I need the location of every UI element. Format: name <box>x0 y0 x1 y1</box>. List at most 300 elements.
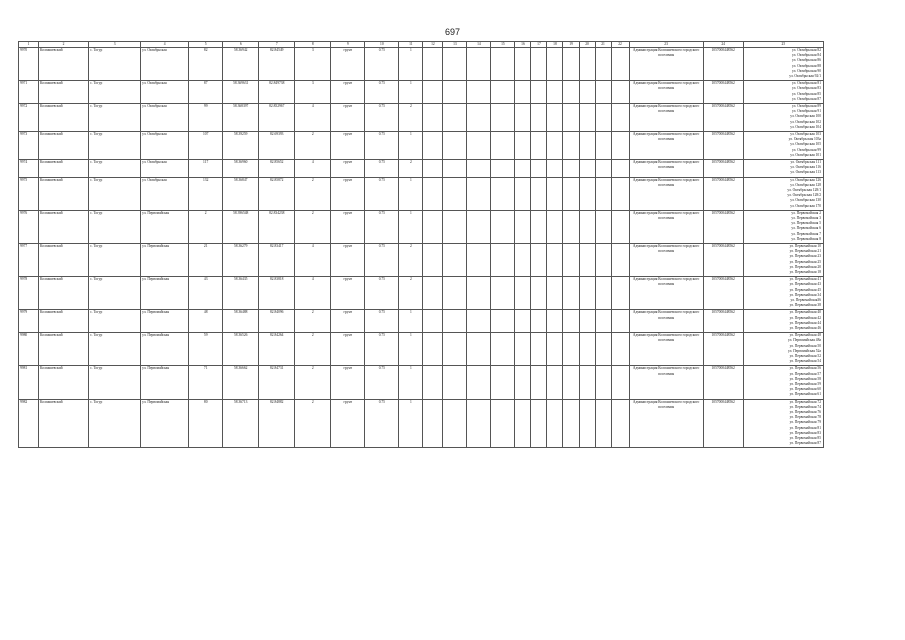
cell-owner: Администрация Колпашевского городского поселения <box>629 131 703 159</box>
table-row <box>19 177 824 210</box>
cell-containers: 2 <box>295 399 331 448</box>
table-row <box>19 310 824 333</box>
cell-district: Колпашевский <box>39 210 89 243</box>
cell-surface: грунт <box>331 243 365 276</box>
column-header: 22 <box>611 42 629 48</box>
address-line: ул. Октябрьская 113 <box>790 170 821 175</box>
cell-empty <box>579 243 595 276</box>
cell-count: 1 <box>399 177 423 210</box>
address-line: ул. Октябрьская 81 <box>792 81 821 86</box>
cell-empty <box>595 48 611 81</box>
address-line: ул. Октябрьская 103а <box>788 137 821 142</box>
cell-empty <box>515 277 531 310</box>
cell-empty <box>491 177 515 210</box>
address-line: ул. Первомайская 38 <box>789 303 821 308</box>
cell-containers: 2 <box>295 131 331 159</box>
cell-volume: 0.75 <box>365 48 399 81</box>
table-row <box>19 243 824 276</box>
cell-house: 82 <box>189 48 223 81</box>
cell-addresses <box>743 177 823 210</box>
cell-volume: 0.75 <box>365 210 399 243</box>
cell-volume: 0.75 <box>365 399 399 448</box>
cell-containers: 4 <box>295 243 331 276</box>
address-line: ул. Первомайская 40 <box>789 310 821 315</box>
cell-empty <box>547 103 563 131</box>
cell-addresses <box>743 310 823 333</box>
cell-addresses <box>743 333 823 366</box>
address-line: ул. Октябрьская 128/1 <box>787 187 821 192</box>
table-body <box>19 48 824 448</box>
cell-empty <box>547 243 563 276</box>
address-line: ул. Первомайская 44 <box>789 320 821 325</box>
column-header: 19 <box>563 42 579 48</box>
cell-num: 9977 <box>19 243 39 276</box>
column-header: 12 <box>423 42 443 48</box>
cell-surface: грунт <box>331 177 365 210</box>
cell-empty <box>611 399 629 448</box>
cell-empty <box>443 131 467 159</box>
cell-empty <box>467 310 491 333</box>
cell-street: ул. Первомайская <box>141 243 189 276</box>
cell-empty <box>547 210 563 243</box>
cell-ogrn: 1057000448562 <box>703 131 743 159</box>
cell-empty <box>547 277 563 310</box>
cell-locality: с. Тогур <box>89 48 141 81</box>
cell-locality: с. Тогур <box>89 81 141 104</box>
cell-count: 2 <box>399 277 423 310</box>
column-header: 10 <box>365 42 399 48</box>
cell-empty <box>423 310 443 333</box>
cell-street: ул. Первомайская <box>141 399 189 448</box>
cell-empty <box>515 81 531 104</box>
cell-containers: 4 <box>295 277 331 310</box>
cell-count: 2 <box>399 159 423 177</box>
cell-street: ул. Первомайская <box>141 210 189 243</box>
cell-empty <box>563 159 579 177</box>
column-header: 18 <box>547 42 563 48</box>
cell-count: 1 <box>399 366 423 399</box>
address-line: ул. Октябрьская 99 <box>792 147 821 152</box>
registry-table <box>18 41 824 448</box>
cell-ogrn: 1057000448562 <box>703 277 743 310</box>
cell-volume: 0.75 <box>365 333 399 366</box>
cell-owner: Администрация Колпашевского городского поселения <box>629 103 703 131</box>
column-header: 2 <box>39 42 89 48</box>
cell-house: 80 <box>189 399 223 448</box>
cell-empty <box>611 103 629 131</box>
cell-locality: с. Тогур <box>89 399 141 448</box>
cell-ogrn: 1057000448562 <box>703 103 743 131</box>
cell-empty <box>491 333 515 366</box>
cell-lon: 82.85872 <box>259 177 295 210</box>
cell-surface: грунт <box>331 210 365 243</box>
address-line: ул. Октябрьская 87 <box>792 96 821 101</box>
cell-containers: 2 <box>295 366 331 399</box>
cell-empty <box>515 48 531 81</box>
cell-empty <box>467 159 491 177</box>
cell-volume: 0.75 <box>365 103 399 131</box>
address-line: ул. Первомайская 78 <box>789 415 821 420</box>
cell-empty <box>595 310 611 333</box>
cell-surface: грунт <box>331 277 365 310</box>
table-row <box>19 159 824 177</box>
cell-empty <box>595 81 611 104</box>
cell-lon: 82.852967 <box>259 103 295 131</box>
address-line: ул. Первомайская 6 <box>791 226 821 231</box>
cell-count: 1 <box>399 310 423 333</box>
cell-empty <box>515 177 531 210</box>
cell-empty <box>491 366 515 399</box>
cell-empty <box>467 366 491 399</box>
cell-lat: 58.368397 <box>223 103 259 131</box>
cell-empty <box>491 210 515 243</box>
cell-addresses <box>743 243 823 276</box>
cell-empty <box>423 81 443 104</box>
address-line: ул. Первомайская 18 <box>789 269 821 274</box>
address-line: ул. Первомайская 7 <box>791 231 821 236</box>
table-row <box>19 131 824 159</box>
cell-ogrn: 1057000448562 <box>703 81 743 104</box>
cell-empty <box>515 399 531 448</box>
column-header: 11 <box>399 42 423 48</box>
cell-lat: 58.36435 <box>223 277 259 310</box>
table-row <box>19 103 824 131</box>
cell-surface: грунт <box>331 333 365 366</box>
cell-empty <box>443 333 467 366</box>
cell-empty <box>467 103 491 131</box>
cell-empty <box>423 210 443 243</box>
cell-empty <box>423 243 443 276</box>
cell-containers: 2 <box>295 177 331 210</box>
table-row <box>19 48 824 81</box>
cell-street: ул. Октябрьская <box>141 48 189 81</box>
cell-volume: 0.75 <box>365 277 399 310</box>
column-header: 6 <box>223 42 259 48</box>
cell-district: Колпашевский <box>39 399 89 448</box>
cell-owner: Администрация Колпашевского городского поселения <box>629 159 703 177</box>
cell-empty <box>595 333 611 366</box>
cell-house: 43 <box>189 277 223 310</box>
address-line: ул. Первомайская 76 <box>789 409 821 414</box>
cell-owner: Администрация Колпашевского городского поселения <box>629 277 703 310</box>
cell-empty <box>515 333 531 366</box>
cell-locality: с. Тогур <box>89 310 141 333</box>
address-line: ул. Октябрьская 102 <box>790 119 821 124</box>
cell-street: ул. Октябрьская <box>141 103 189 131</box>
cell-empty <box>579 177 595 210</box>
cell-empty <box>491 103 515 131</box>
cell-empty <box>579 210 595 243</box>
cell-empty <box>547 177 563 210</box>
table-row <box>19 366 824 399</box>
cell-empty <box>563 277 579 310</box>
address-line: ул. Первомайская 45 <box>789 287 821 292</box>
address-line: ул. Первомайская 23 <box>789 254 821 259</box>
cell-district: Колпашевский <box>39 81 89 104</box>
cell-lon: 82.83818 <box>259 277 295 310</box>
cell-num: 9974 <box>19 159 39 177</box>
cell-empty <box>595 210 611 243</box>
cell-empty <box>611 131 629 159</box>
cell-locality: с. Тогур <box>89 131 141 159</box>
cell-street: ул. Октябрьская <box>141 177 189 210</box>
cell-empty <box>531 103 547 131</box>
cell-owner: Администрация Колпашевского городского поселения <box>629 333 703 366</box>
cell-locality: с. Тогур <box>89 243 141 276</box>
cell-empty <box>563 243 579 276</box>
cell-empty <box>579 277 595 310</box>
cell-empty <box>467 399 491 448</box>
address-line: ул. Первомайская 5 <box>791 221 821 226</box>
cell-empty <box>443 177 467 210</box>
cell-empty <box>491 159 515 177</box>
cell-house: 117 <box>189 159 223 177</box>
address-line: ул. Первомайская 79 <box>789 420 821 425</box>
cell-ogrn: 1057000448562 <box>703 177 743 210</box>
address-line: ул. Первомайская 20 <box>789 264 821 269</box>
cell-ogrn: 1057000448562 <box>703 366 743 399</box>
cell-empty <box>467 177 491 210</box>
cell-district: Колпашевский <box>39 103 89 131</box>
cell-volume: 0.75 <box>365 177 399 210</box>
address-line: ул. Первомайская 81 <box>789 425 821 430</box>
cell-empty <box>467 81 491 104</box>
column-header: 5 <box>189 42 223 48</box>
cell-empty <box>515 159 531 177</box>
cell-empty <box>423 333 443 366</box>
cell-empty <box>491 131 515 159</box>
cell-empty <box>547 48 563 81</box>
cell-lon: 82.85652 <box>259 159 295 177</box>
cell-containers: 4 <box>295 159 331 177</box>
cell-empty <box>579 399 595 448</box>
cell-empty <box>611 48 629 81</box>
table-row <box>19 277 824 310</box>
address-line: ул. Первомайская 59 <box>789 381 821 386</box>
cell-ogrn: 1057000448562 <box>703 210 743 243</box>
cell-empty <box>611 81 629 104</box>
address-line: ул. Октябрьская 85 <box>792 91 821 96</box>
cell-empty <box>467 243 491 276</box>
cell-containers: 2 <box>295 210 331 243</box>
cell-containers: 2 <box>295 333 331 366</box>
column-header: 15 <box>491 42 515 48</box>
cell-lat: 58.36662 <box>223 366 259 399</box>
cell-count: 1 <box>399 48 423 81</box>
cell-empty <box>443 399 467 448</box>
cell-surface: грунт <box>331 81 365 104</box>
cell-empty <box>563 177 579 210</box>
cell-empty <box>443 159 467 177</box>
cell-house: 2 <box>189 210 223 243</box>
cell-lat: 58.36526 <box>223 333 259 366</box>
cell-num: 9973 <box>19 131 39 159</box>
cell-lat: 58.36960 <box>223 159 259 177</box>
cell-count: 1 <box>399 131 423 159</box>
cell-empty <box>491 243 515 276</box>
column-header: 16 <box>515 42 531 48</box>
cell-empty <box>443 210 467 243</box>
cell-volume: 0.75 <box>365 243 399 276</box>
address-line: ул. Октябрьская 130 <box>790 198 821 203</box>
address-line: ул. Первомайская 52 <box>789 353 821 358</box>
cell-empty <box>579 131 595 159</box>
cell-num: 9979 <box>19 310 39 333</box>
column-header: 17 <box>531 42 547 48</box>
cell-empty <box>563 366 579 399</box>
cell-surface: грунт <box>331 131 365 159</box>
cell-empty <box>423 103 443 131</box>
cell-empty <box>595 131 611 159</box>
cell-empty <box>423 159 443 177</box>
cell-empty <box>423 48 443 81</box>
cell-empty <box>515 210 531 243</box>
cell-empty <box>491 81 515 104</box>
cell-locality: с. Тогур <box>89 210 141 243</box>
address-line: ул. Октябрьская 116 <box>790 165 821 170</box>
address-line: ул. Октябрьская 91 <box>792 109 821 114</box>
cell-lat: 58.36847 <box>223 177 259 210</box>
address-line: ул. Первомайская 48а <box>787 338 821 343</box>
address-line: ул. Октябрьская 83 <box>792 86 821 91</box>
cell-locality: с. Тогур <box>89 277 141 310</box>
address-line: ул. Первомайская 2 <box>791 210 821 215</box>
cell-empty <box>579 366 595 399</box>
cell-count: 1 <box>399 333 423 366</box>
cell-street: ул. Первомайская <box>141 277 189 310</box>
address-line: ул. Первомайская 87 <box>789 441 821 446</box>
cell-district: Колпашевский <box>39 333 89 366</box>
cell-district: Колпашевский <box>39 310 89 333</box>
cell-empty <box>547 366 563 399</box>
address-line: ул. Октябрьская 89 <box>792 103 821 108</box>
cell-empty <box>595 399 611 448</box>
cell-empty <box>467 210 491 243</box>
cell-lon: 82.84731 <box>259 366 295 399</box>
column-header: 7 <box>259 42 295 48</box>
cell-empty <box>611 210 629 243</box>
cell-locality: с. Тогур <box>89 177 141 210</box>
cell-empty <box>531 48 547 81</box>
address-line: ул. Первомайская 61 <box>789 392 821 397</box>
cell-addresses <box>743 399 823 448</box>
address-line: ул. Первомайская 57 <box>789 371 821 376</box>
cell-lon: 82.84096 <box>259 310 295 333</box>
address-line: ул. Октябрьская 126 <box>790 177 821 182</box>
cell-empty <box>547 81 563 104</box>
cell-surface: грунт <box>331 399 365 448</box>
cell-lat: 58.36942 <box>223 48 259 81</box>
cell-containers: 3 <box>295 48 331 81</box>
address-line: ул. Первомайская 56 <box>789 366 821 371</box>
address-line: ул. Первомайская 50 <box>789 343 821 348</box>
cell-empty <box>595 277 611 310</box>
cell-containers: 2 <box>295 310 331 333</box>
cell-locality: с. Тогур <box>89 366 141 399</box>
cell-volume: 0.75 <box>365 310 399 333</box>
address-line: ул. Октябрьская 128/2 <box>787 193 821 198</box>
cell-street: ул. Октябрьская <box>141 159 189 177</box>
cell-empty <box>467 48 491 81</box>
cell-empty <box>611 159 629 177</box>
column-header: 21 <box>595 42 611 48</box>
cell-empty <box>547 131 563 159</box>
cell-district: Колпашевский <box>39 131 89 159</box>
cell-ogrn: 1057000448562 <box>703 310 743 333</box>
address-line: ул. Первомайская 58 <box>789 376 821 381</box>
cell-district: Колпашевский <box>39 48 89 81</box>
cell-num: 9972 <box>19 103 39 131</box>
cell-empty <box>579 48 595 81</box>
cell-empty <box>547 399 563 448</box>
cell-empty <box>531 177 547 210</box>
column-header: 8 <box>295 42 331 48</box>
cell-addresses <box>743 366 823 399</box>
cell-empty <box>547 159 563 177</box>
cell-empty <box>611 366 629 399</box>
cell-lon: 82.849738 <box>259 81 295 104</box>
cell-empty <box>563 131 579 159</box>
cell-ogrn: 1057000448562 <box>703 333 743 366</box>
cell-surface: грунт <box>331 310 365 333</box>
cell-empty <box>563 48 579 81</box>
cell-district: Колпашевский <box>39 243 89 276</box>
cell-lat: 58.36713 <box>223 399 259 448</box>
cell-lon: 82.84264 <box>259 333 295 366</box>
cell-lat: 58.36488 <box>223 310 259 333</box>
cell-empty <box>443 366 467 399</box>
address-line: ул. Первомайская 3 <box>791 215 821 220</box>
address-line: ул. Октябрьская 86 <box>792 58 821 63</box>
address-line: ул. Октябрьская 92/1 <box>789 74 821 79</box>
cell-empty <box>563 103 579 131</box>
cell-empty <box>443 243 467 276</box>
cell-empty <box>563 310 579 333</box>
cell-addresses <box>743 277 823 310</box>
cell-owner: Администрация Колпашевского городского поселения <box>629 81 703 104</box>
cell-empty <box>423 277 443 310</box>
cell-district: Колпашевский <box>39 159 89 177</box>
cell-empty <box>515 131 531 159</box>
cell-empty <box>423 399 443 448</box>
cell-num: 9982 <box>19 399 39 448</box>
cell-num: 9981 <box>19 366 39 399</box>
cell-empty <box>423 131 443 159</box>
address-line: ул. Первомайская 21 <box>789 249 821 254</box>
address-line: ул. Первомайская 43 <box>789 282 821 287</box>
cell-empty <box>531 131 547 159</box>
address-line: ул. Первомайская 85 <box>789 435 821 440</box>
address-line: ул. Первомайская 52а <box>787 348 821 353</box>
address-line: ул. Первомайская 34 <box>789 292 821 297</box>
cell-empty <box>491 399 515 448</box>
address-line: ул. Первомайская 48 <box>789 333 821 338</box>
cell-count: 1 <box>399 399 423 448</box>
cell-surface: грунт <box>331 366 365 399</box>
cell-ogrn: 1057000448562 <box>703 48 743 81</box>
address-line: ул. Октябрьская 82 <box>792 48 821 52</box>
column-header: 1 <box>19 42 39 48</box>
cell-addresses <box>743 48 823 81</box>
cell-lon: 82.83417 <box>259 243 295 276</box>
cell-empty <box>531 333 547 366</box>
cell-lon: 82.84549 <box>259 48 295 81</box>
cell-num: 9978 <box>19 277 39 310</box>
cell-lat: 58.39259 <box>223 131 259 159</box>
cell-empty <box>611 277 629 310</box>
cell-street: ул. Первомайская <box>141 333 189 366</box>
cell-lat: 58.36279 <box>223 243 259 276</box>
